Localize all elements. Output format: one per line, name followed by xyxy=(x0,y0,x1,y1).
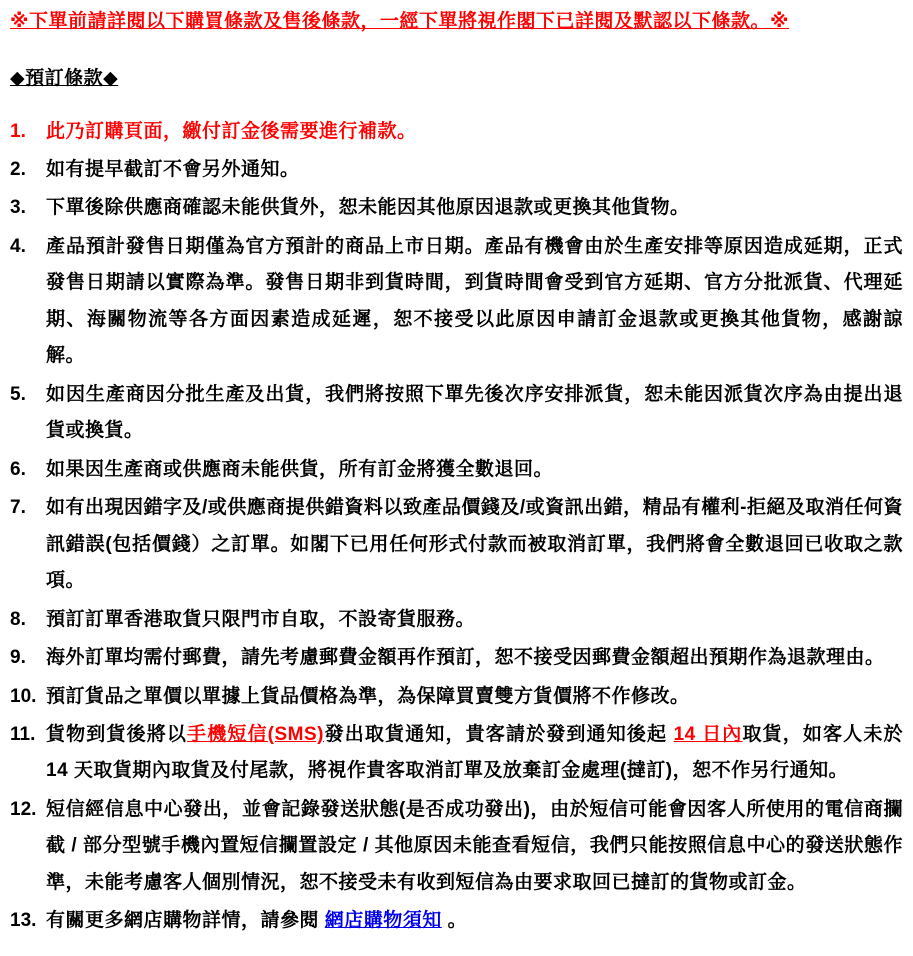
term-segment: 如果因生產商或供應商未能供貨，所有訂金將獲全數退回。 xyxy=(46,458,554,480)
term-item-1 xyxy=(10,114,903,150)
term-text xyxy=(46,602,903,638)
term-number: 13. xyxy=(10,910,37,932)
term-text xyxy=(46,490,903,599)
term-segment: 如有出現因錯字及/或供應商提供錯資料以致產品價錢及/或資訊出錯，精品有權利-拒絕及取消任何資訊錯誤(包括價錢）之訂單。如閣下已用任何形式付款而被取消訂單，我們將會全數退回已收取之款項。 xyxy=(46,497,903,592)
term-segment: 產品預計發售日期僅為官方預計的商品上市日期。產品有機會由於生產安排等原因造成延期，正式發售日期請以實際為準。發售日期非到貨時間，到貨時間會受到官方延期、官方分批派貨、代理延期、海關物流等各方面因素造成延遲，恕不接受以此原因申請訂金退款或更換其他貨物，感謝諒解。 xyxy=(46,235,903,367)
highlighted-term-text: 手機短信(SMS) xyxy=(187,724,324,745)
term-item-10 xyxy=(10,679,903,715)
term-text xyxy=(46,114,903,150)
store-shopping-guide-link[interactable]: 網店購物須知 xyxy=(324,910,442,932)
term-number: 3. xyxy=(10,197,26,219)
term-number: 8. xyxy=(10,608,26,630)
term-number: 12. xyxy=(10,798,37,820)
term-item-11 xyxy=(10,717,903,790)
term-item-4 xyxy=(10,229,903,375)
term-segment: 貨物到貨後將以 xyxy=(46,724,188,745)
term-text xyxy=(46,679,903,715)
term-item-13 xyxy=(10,903,903,939)
term-item-6 xyxy=(10,452,903,488)
term-text xyxy=(46,190,903,226)
term-item-12 xyxy=(10,792,903,901)
term-segment: 此乃訂購頁面，繳付訂金後需要進行補款。 xyxy=(46,120,417,142)
term-text xyxy=(46,717,903,790)
term-item-8 xyxy=(10,602,903,638)
term-text xyxy=(46,640,903,676)
term-number: 4. xyxy=(10,235,26,257)
term-segment: 有關更多網店購物詳情，請參閱 xyxy=(46,910,325,932)
term-segment: 海外訂單均需付郵費，請先考慮郵費金額再作預訂，恕不接受因郵費金額超出預期作為退款理由。 xyxy=(46,647,885,669)
term-number: 1. xyxy=(10,120,26,142)
term-segment: 如有提早截訂不會另外通知。 xyxy=(46,158,300,180)
term-segment: 短信經信息中心發出，並會記錄發送狀態(是否成功發出)，由於短信可能會因客人所使用的電信商攔截 / 部分型號手機內置短信攔置設定 / 其他原因未能查看短信，我們只能按照信息中心的發送狀態作準，未能考慮客人個別情況，恕不接受未有收到短信為由要求取回已撻訂的貨物或訂金。 xyxy=(46,798,903,893)
term-segment: 取貨，如客人未於 14 天取貨期內取貨及付尾款，將視作貴客取消訂單及放棄訂金處理(撻訂)，恕不作另行通知。 xyxy=(46,724,903,782)
term-item-3 xyxy=(10,190,903,226)
highlighted-term-text: 14 日內 xyxy=(673,724,743,745)
term-text xyxy=(46,229,903,375)
term-text xyxy=(46,377,903,450)
term-text xyxy=(46,792,903,901)
term-number: 7. xyxy=(10,497,26,519)
terms-list xyxy=(10,114,903,940)
term-text xyxy=(46,452,903,488)
term-item-9 xyxy=(10,640,903,676)
term-number: 9. xyxy=(10,647,26,669)
term-segment: 預訂訂單香港取貨只限門市自取，不設寄貨服務。 xyxy=(46,608,476,630)
term-item-7 xyxy=(10,490,903,599)
term-text xyxy=(46,152,903,188)
term-segment: 發出取貨通知，貴客請於發到通知後起 xyxy=(323,724,674,745)
term-text xyxy=(46,903,903,939)
term-number: 6. xyxy=(10,458,26,480)
section-title-preorder-terms: ◆預訂條款◆ xyxy=(10,67,119,89)
term-segment: 預訂貨品之單價以單據上貨品價格為準，為保障買賣雙方貨價將不作修改。 xyxy=(46,685,690,707)
term-segment: 下單後除供應商確認未能供貨外，恕未能因其他原因退款或更換其他貨物。 xyxy=(46,197,690,219)
term-item-5 xyxy=(10,377,903,450)
term-segment: 。 xyxy=(441,910,468,932)
term-segment: 如因生產商因分批生產及出貨，我們將按照下單先後次序安排派貨，恕未能因派貨次序為由提出退貨或換貨。 xyxy=(46,383,903,442)
purchase-notice-banner: ※下單前請詳閱以下購買條款及售後條款，一經下單將視作閣下已詳閱及默認以下條款。※ xyxy=(10,11,789,32)
term-number: 5. xyxy=(10,383,26,405)
term-number: 11. xyxy=(10,724,36,745)
preorder-terms-document xyxy=(10,8,903,940)
term-item-2 xyxy=(10,152,903,188)
term-number: 2. xyxy=(10,158,26,180)
term-number: 10. xyxy=(10,685,37,707)
